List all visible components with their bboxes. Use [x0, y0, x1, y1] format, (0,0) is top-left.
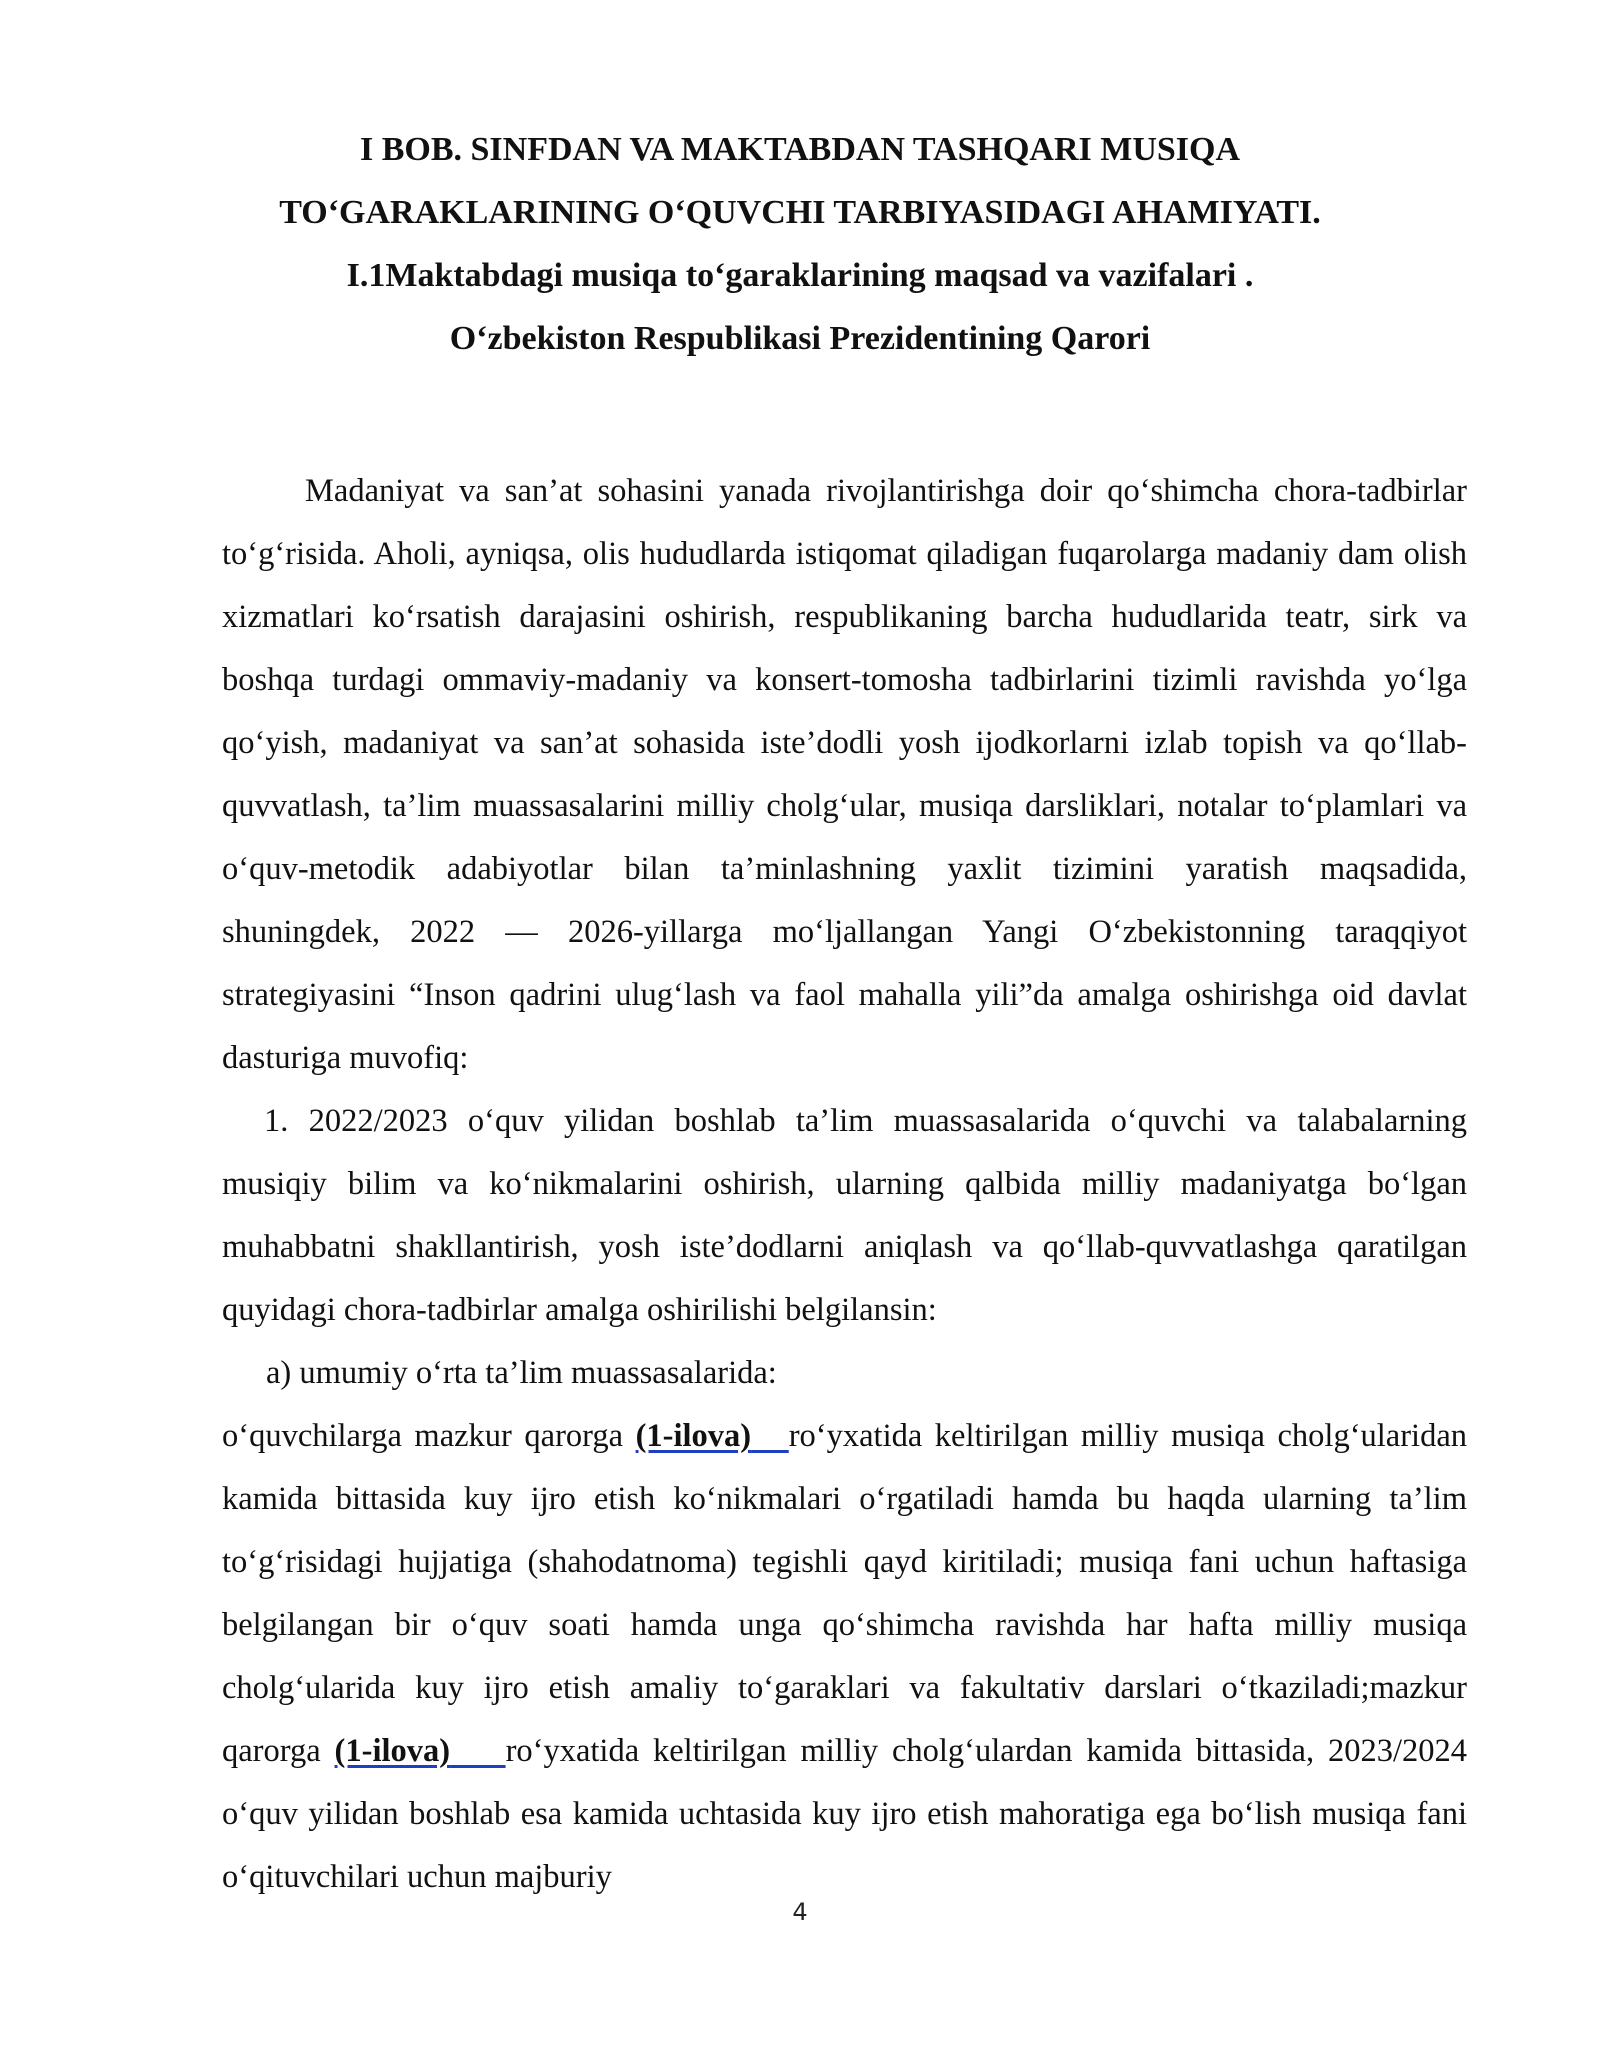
body-text-part-2: ro‘yxatida keltirilgan milliy musiqa cholg‘ularidan kamida bittasida kuy ijro etish ko‘nikmalari o‘rgatiladi hamda bu haqda ularning ta’lim to‘g‘risidagi hujjatiga (shahodatnoma) tegishli qayd kiritiladi; musiqa fani uchun haftasiga belgilangan bir o‘quv soati hamda unga qo‘shimcha ravishda har hafta milliy musiqa cholg‘ularida kuy ijro etish amaliy to‘garaklari va fakultativ darslari o‘tkaziladi;mazkur qarorga	[222, 1418, 1467, 1769]
decree-title: O‘zbekiston Respublikasi Prezidentining Qarori	[449, 320, 1151, 357]
annex-1-link-underline	[751, 1418, 789, 1454]
body-text-part-3: ro‘yxatida keltirilgan milliy cholg‘ulardan kamida bittasida, 2023/2024 o‘quv yilidan boshlab esa kamida uchtasida kuy ijro etish mahoratiga ega bo‘lish musiqa fani o‘qituvchilari uchun majburiy	[222, 1733, 1468, 1895]
intro-paragraph: Madaniyat va san’at sohasini yanada rivojlantirishga doir qo‘shimcha chora-tadbirlar to‘g‘risida. Aholi, ayniqsa, olis hududlarda istiqomat qiladigan fuqarolarga madaniy dam olish xizmatlari ko‘rsatish darajasini oshirish, respublikaning barcha hududlarida teatr, sirk va boshqa turdagi ommaviy-madaniy va konsert-tomosha tadbirlarini tizimli ravishda yo‘lga qo‘yish, madaniyat va san’at sohasida iste’dodli yosh ijodkorlarni izlab topish va qo‘llab-quvvatlash, ta’lim muassasalarini milliy cholg‘ular, musiqa darsliklari, notalar to‘plamlari va o‘quv-metodik adabiyotlar bilan ta’minlashning yaxlit tizimini yaratish maqsadida, shuningdek, 2022 — 2026-yillarga mo‘ljallangan Yangi O‘zbekistonning taraqqiyot strategiyasini “Inson qadrini ulug‘lash va faol mahalla yili”da amalga oshirishga oid davlat dasturiga muvofiq:	[222, 473, 1467, 1076]
numbered-item-1: 1. 2022/2023 o‘quv yilidan boshlab ta’lim muassasalarida o‘quvchi va talabalarning musiqiy bilim va ko‘nikmalarini oshirish, ularning qalbida milliy madaniyatga bo‘lgan muhabbatni shakllantirish, yosh iste’dodlarni aniqlash va qo‘llab-quvvatlashga qaratilgan quyidagi chora-tadbirlar amalga oshirilishi belgilansin:	[222, 1103, 1467, 1328]
document-body	[222, 460, 1467, 1909]
chapter-title-line-2: TO‘GARAKLARINING O‘QUVCHI TARBIYASIDAGI AHAMIYATI.	[279, 194, 1321, 231]
sub-item-a: a) umumiy o‘rta ta’lim muassasalarida:	[266, 1355, 777, 1391]
page-number: 4	[792, 1898, 808, 1926]
section-title: I.1Maktabdagi musiqa to‘garaklarining maqsad va vazifalari .	[346, 257, 1254, 294]
body-paragraph	[222, 1405, 1467, 1909]
body-text-part-1: o‘quvchilarga mazkur qarorga	[222, 1418, 636, 1454]
annex-1-link-second-underline	[450, 1733, 506, 1769]
chapter-title-line-1: I BOB. SINFDAN VA MAKTABDAN TASHQARI MUSIQA	[359, 131, 1241, 168]
annex-1-link[interactable]: (1-ilova)	[635, 1418, 752, 1454]
annex-1-link-second[interactable]: (1-ilova)	[334, 1733, 451, 1769]
